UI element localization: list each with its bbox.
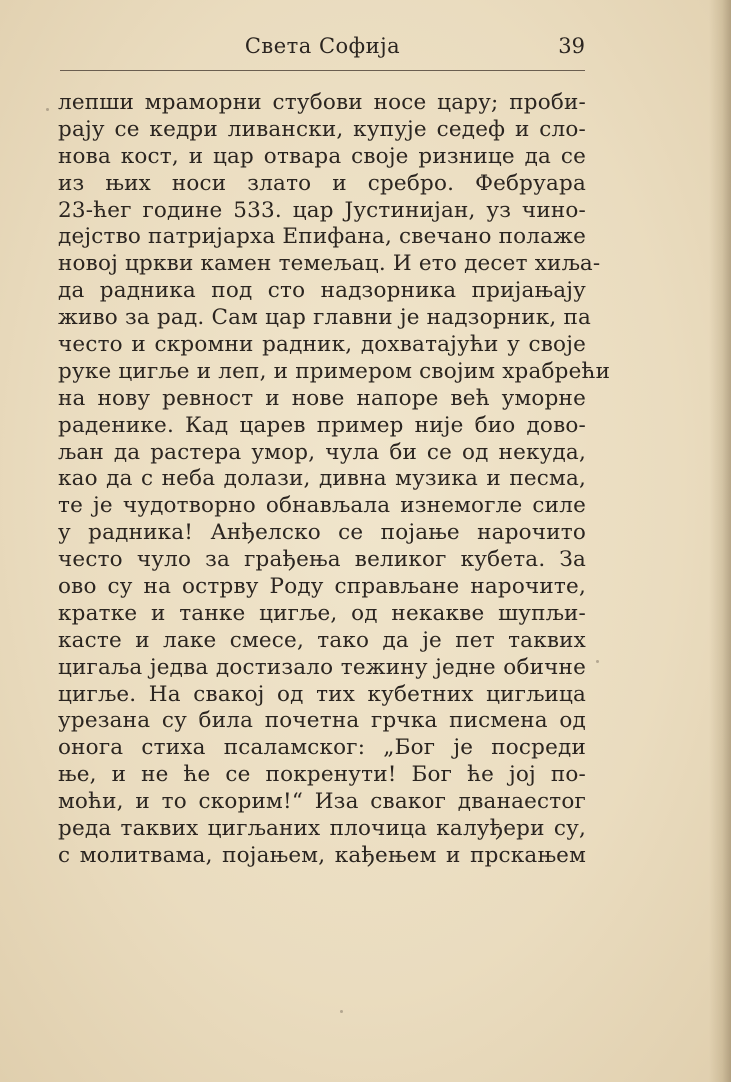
text-line: често чуло за грађења великог кубета. За [58, 547, 586, 573]
text-line: да радника под сто надзорника пријањају [58, 278, 586, 304]
text-line: као да с неба долази, дивна музика и песма, [58, 466, 586, 492]
text-line: цигаља једва достизало тежину једне обичне [58, 654, 586, 680]
text-line: лепши мраморни стубови носе цару; проби- [58, 90, 586, 115]
body-text [58, 90, 611, 870]
paper-speck [340, 1010, 343, 1013]
header-rule [60, 70, 585, 71]
text-line: цигље. На свакој од тих кубетних цигљица [58, 681, 586, 707]
text-line: касте и лаке смесе, тако да је пет таквих [58, 627, 586, 653]
running-title: Света Софија [244, 34, 401, 58]
text-line: рају се кедри ливански, купује седеф и сло- [58, 116, 586, 142]
text-line: реда таквих цигљаних плочица калуђери су, [58, 816, 586, 842]
text-line: 23-ћег године 533. цар Јустинијан, уз чино- [58, 197, 586, 223]
text-line: дејство патријарха Епифана, свечано полаже [58, 224, 587, 250]
text-line: из њих носи злато и сребро. Фебруара [58, 170, 586, 196]
page-edge-shadow [709, 0, 731, 1082]
text-line: руке цигље и леп, и примером својим храбрећи [58, 358, 611, 384]
text-line: ово су на острву Роду справљане нарочите, [58, 574, 586, 600]
page-number: 39 [558, 34, 585, 58]
text-line: често и скромни радник, дохватајући у своје [58, 332, 586, 358]
text-line: љан да растера умор, чула би се од некуда, [58, 439, 586, 465]
text-line: онога стиха псаламског: „Бог је посреди [58, 735, 586, 761]
text-line: с молитвама, појањем, кађењем и прскањем [58, 842, 586, 868]
text-line: новој цркви камен темељац. И ето десет хиља- [58, 251, 601, 277]
text-line: живо за рад. Сам цар главни је надзорник, па [58, 305, 592, 331]
text-line: урезана су била почетна грчка писмена од [58, 708, 586, 734]
paper-speck [596, 660, 599, 663]
text-line: моћи, и то скорим!“ Иза сваког дванаестог [58, 789, 586, 815]
running-head [60, 34, 585, 64]
paper-speck [46, 108, 49, 111]
text-line: нова кост, и цар отвара своје ризнице да се [58, 143, 586, 169]
text-line: у радника! Анђелско се појање нарочито [58, 520, 586, 546]
text-line: на нову ревност и нове напоре већ уморне [58, 385, 586, 411]
text-line: те је чудотворно обнављала изнемогле силе [58, 493, 586, 519]
text-line: ње, и не ће се покренути! Бог ће јој по- [58, 762, 586, 788]
paper-speck [66, 398, 69, 401]
text-line: раденике. Кад царев пример није био дово- [58, 412, 586, 438]
text-line: кратке и танке цигље, од некакве шупљи- [58, 600, 586, 626]
